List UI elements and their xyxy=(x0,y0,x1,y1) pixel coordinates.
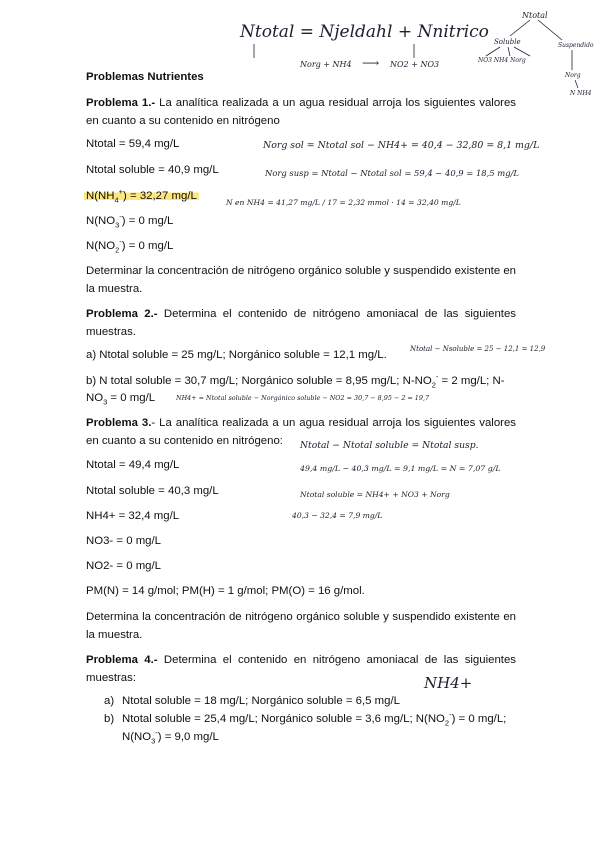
handwritten-equation-left-term: Norg + NH4 xyxy=(300,60,352,69)
handwritten-tree-soluble: Soluble xyxy=(494,38,521,46)
p1-no3-suffix: ) = 0 mg/L xyxy=(121,215,174,227)
p1-no3-sub: 3 xyxy=(115,220,120,230)
p2-b-line2-sub: 3 xyxy=(103,397,108,407)
problem-4-label: Problema 4.- xyxy=(86,654,158,666)
problem-2-label: Problema 2.- xyxy=(86,308,158,320)
problem-3-question: Determina la concentración de nitrógeno orgánico soluble y suspendido existente en la muestra. xyxy=(86,611,516,641)
p1-nh4-prefix: N(NH xyxy=(86,190,115,202)
handwritten-tree-nnh4: N NH4 xyxy=(570,90,592,97)
p4-b-line2-end: ) = 9,0 mg/L xyxy=(157,731,219,743)
problem-2-intro xyxy=(86,306,516,341)
problem-1-label: Problema 1.- xyxy=(86,97,156,109)
p2-b-line1-sub: 2 xyxy=(431,380,436,390)
problem-2-intro-text: Determina el contenido de nitrógeno amoniacal de las siguientes muestras. xyxy=(86,308,516,338)
p4-item-a-text: Ntotal soluble = 18 mg/L; Norgánico soluble = 6,5 mg/L xyxy=(122,695,400,707)
p1-no3 xyxy=(86,213,173,231)
p2-item-b-line2 xyxy=(86,390,155,408)
p1-no2-prefix: N(NO xyxy=(86,240,116,252)
handwritten-p3-note-4: 40,3 − 32,4 = 7,9 mg/L xyxy=(292,511,383,520)
handwritten-p2-note-b: NH4+ = Ntotal soluble − Norgánico soluble − NO2 = 30,7 − 8,95 − 2 = 19,7 xyxy=(176,394,430,402)
problem-1-intro xyxy=(86,95,516,130)
handwritten-arrow: ⟶ xyxy=(362,56,380,70)
p4-b-line1-end: ) = 0 mg/L; xyxy=(451,713,507,725)
handwritten-tree-suspended: Suspendido xyxy=(558,42,594,49)
p1-nh4-suffix: ) = 32,27 mg/L xyxy=(123,190,197,202)
handwritten-p1-note-2: Norg susp = Ntotal − Ntotal sol = 59,4 − 40,9 = 18,5 mg/L xyxy=(265,168,519,178)
handwritten-p1-note-1: Norg sol = Ntotal sol − NH4+ = 40,4 − 32,80 = 8,1 mg/L xyxy=(263,140,540,151)
handwritten-p3-note-2: 49,4 mg/L − 40,3 mg/L = 9,1 mg/L = N = 7,07 g/L xyxy=(300,464,501,473)
p4-b-line2-sub: 3 xyxy=(151,736,156,746)
p1-no3-sup: - xyxy=(119,212,122,222)
p2-item-b-line1 xyxy=(86,373,505,391)
p1-nh4-sup: + xyxy=(118,187,124,197)
p1-no3-prefix: N(NO xyxy=(86,215,116,227)
p1-no2-sub: 2 xyxy=(115,245,120,255)
p3-value-1: Ntotal = 49,4 mg/L xyxy=(86,459,180,471)
p4-b-line1-sup: - xyxy=(449,710,452,720)
p4-item-b-letter: b) xyxy=(104,713,115,725)
p4-item-a-letter: a) xyxy=(104,695,115,707)
handwritten-tree-root: Ntotal xyxy=(522,11,548,20)
p2-b-line2-end: = 0 mg/L xyxy=(107,392,156,404)
p4-item-b-line1 xyxy=(122,711,506,729)
problem-1-intro-text: La analítica realizada a un agua residual arroja los siguientes valores en cuanto a su contenido en nitrógeno xyxy=(86,97,516,127)
handwritten-tree-leaves: NO3 NH4 Norg xyxy=(478,57,526,64)
problem-4-intro-text: Determina el contenido en nitrógeno amoniacal de las siguientes muestras: xyxy=(86,654,516,684)
p1-ntotal: Ntotal = 59,4 mg/L xyxy=(86,138,180,150)
p1-nh4-sub: 4 xyxy=(114,195,119,205)
problem-3-label: Problema 3. xyxy=(86,417,152,429)
handwritten-p1-note-3: N en NH4 = 41,27 mg/L / 17 = 2,32 mmol · 14 = 32,40 mg/L xyxy=(226,198,461,207)
p4-b-line1-text: Ntotal soluble = 25,4 mg/L; Norgánico soluble = 3,6 mg/L; N(NO xyxy=(122,713,445,725)
p4-b-line2-prefix: N(NO xyxy=(122,731,152,743)
p4-b-line2-sup: - xyxy=(155,728,158,738)
p3-value-2: Ntotal soluble = 40,3 mg/L xyxy=(86,485,219,497)
p1-nh4-highlighted xyxy=(86,188,199,206)
p3-value-3: NH4+ = 32,4 mg/L xyxy=(86,510,180,522)
handwritten-nitrogen-equation: Ntotal = Njeldahl + Nnitrico xyxy=(240,22,489,42)
handwritten-tree-norg: Norg xyxy=(565,72,581,79)
p3-value-6: PM(N) = 14 g/mol; PM(H) = 1 g/mol; PM(O) = 16 g/mol. xyxy=(86,585,365,597)
handwritten-equation-right-term: NO2 + NO3 xyxy=(390,60,440,69)
p3-value-5: NO2- = 0 mg/L xyxy=(86,560,162,572)
handwritten-p3-note-1: Ntotal − Ntotal soluble = Ntotal susp. xyxy=(300,440,479,451)
problem-1-question: Determinar la concentración de nitrógeno orgánico soluble y suspendido existente en la muestra. xyxy=(86,265,516,295)
p1-nsoluble: Ntotal soluble = 40,9 mg/L xyxy=(86,164,219,176)
p3-value-4: NO3- = 0 mg/L xyxy=(86,535,162,547)
handwritten-p4-nh4: NH4+ xyxy=(424,674,473,692)
p2-b-line1-end: = 2 mg/L; N- xyxy=(438,375,505,387)
p4-b-line1-sub: 2 xyxy=(444,718,450,728)
p4-item-b-line2 xyxy=(122,729,219,747)
p2-b-line2-prefix: NO xyxy=(86,392,104,404)
page-title: Problemas Nutrientes xyxy=(86,71,204,83)
problem-3-intro-text: - La analítica realizada a un agua residual arroja los siguientes valores en cuanto a su contenido en nitrógeno: xyxy=(86,417,516,447)
handwritten-p2-note-a: Ntotal − Nsoluble = 25 − 12,1 = 12,9 xyxy=(410,345,546,353)
p2-b-line1-sup: - xyxy=(435,372,439,382)
p2-item-a: a) Ntotal soluble = 25 mg/L; Norgánico soluble = 12,1 mg/L. xyxy=(86,349,387,361)
p1-no2-sup: - xyxy=(119,237,122,247)
p1-no2 xyxy=(86,238,173,256)
p2-b-line1-text: b) N total soluble = 30,7 mg/L; Norgánico soluble = 8,95 mg/L; N-NO xyxy=(86,375,432,387)
p1-no2-suffix: ) = 0 mg/L xyxy=(121,240,174,252)
handwritten-p3-note-3: Ntotal soluble = NH4+ + NO3 + Norg xyxy=(300,490,450,499)
